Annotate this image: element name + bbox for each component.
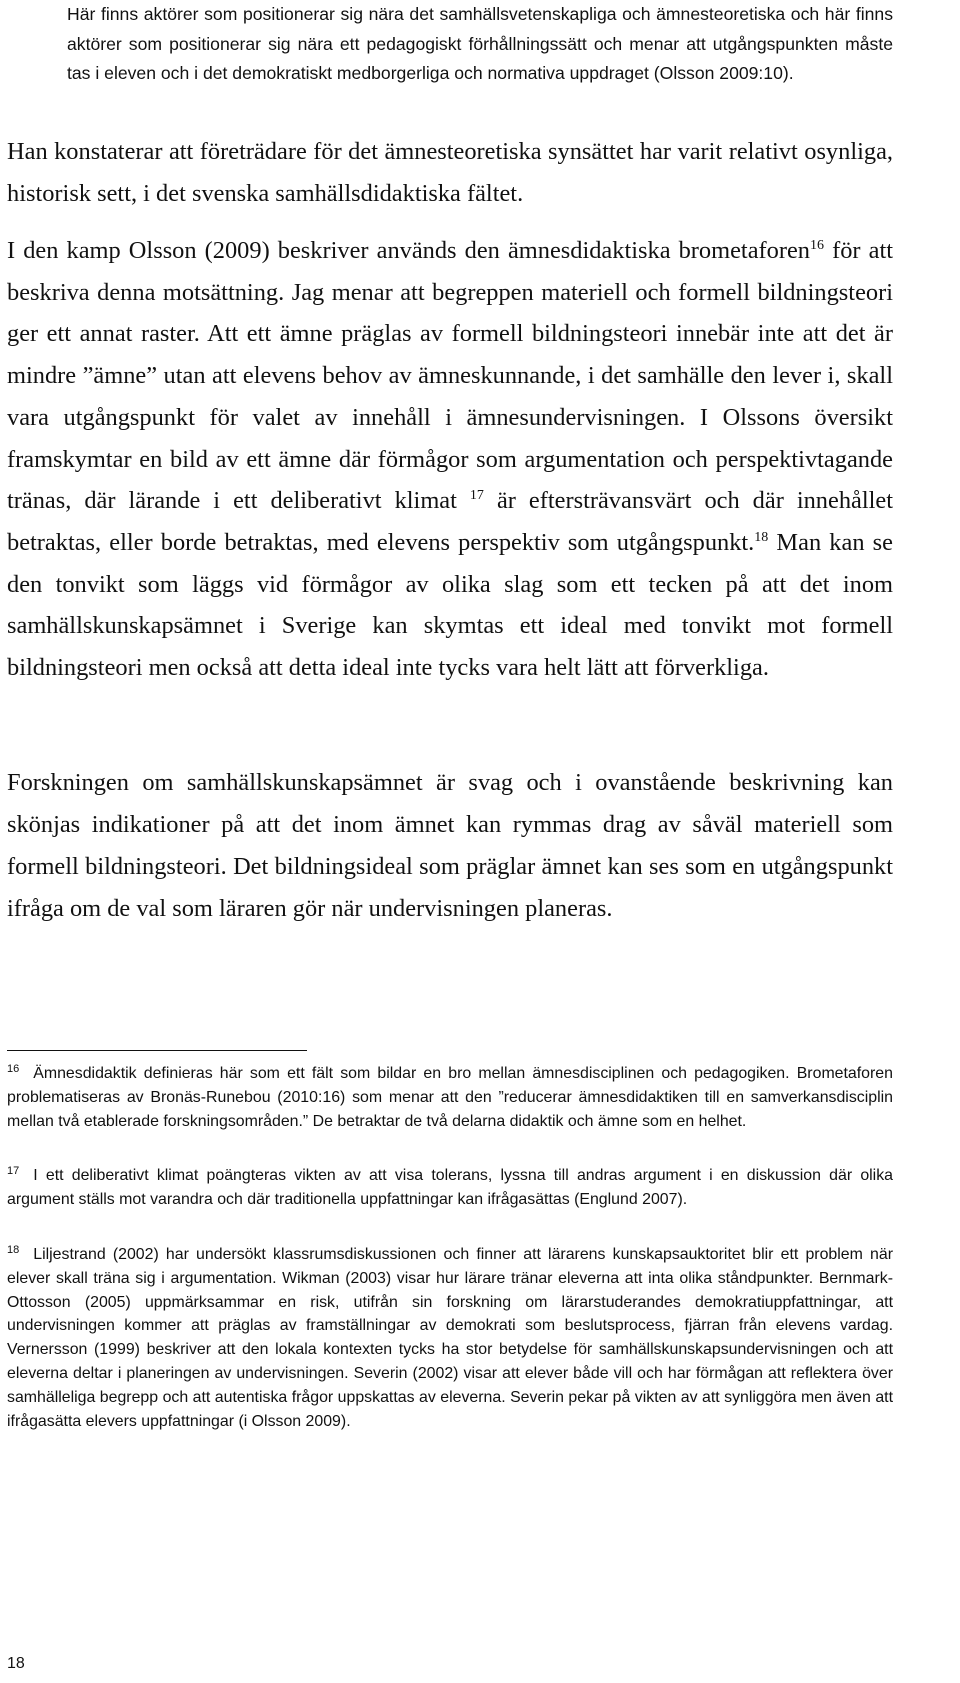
footnote-17 [7, 1164, 893, 1212]
paragraph-text: för att beskriva denna motsättning. Jag menar att begreppen materiell och formell bildningsteori ger ett annat raster. Att ett ämne präglas av formell bildningsteori innebär inte att det är mindre ”ämne” utan att elevens behov av ämneskunnande, i det samhälle den lever i, skall vara utgångspunkt för valet av innehåll i ämnesundervisningen. I Olssons översikt framskymtar en bild av ett ämne där förmågor som argumentation och perspektivtagande tränas, där lärande i ett deliberativt klimat [7, 237, 894, 515]
footnote-number: 16 [7, 1062, 20, 1075]
intro-paragraph: Här finns aktörer som positionerar sig nära det samhällsvetenskapliga och ämnesteoretiska och här finns aktörer som positionerar sig nära ett pedagogiskt förhållningssätt och menar att utgångspunkten måste tas i eleven och i det demokratiskt medborgerliga och normativa uppdraget (Olsson 2009:10). [67, 4, 893, 83]
paragraph-text: är eftersträvansvärt och där innehållet betraktas, eller borde betraktas, med elevens perspektiv som utgångspunkt. [7, 487, 894, 556]
footnote-number: 17 [7, 1164, 20, 1177]
body-paragraph-2 [7, 230, 893, 689]
footnote-separator [7, 1050, 307, 1051]
footnote-reference-17[interactable]: 17 [469, 488, 484, 504]
paragraph-text: I den kamp Olsson (2009) beskriver används den ämnesdidaktiska brometaforen [7, 237, 810, 264]
page-number: 18 [7, 1655, 25, 1672]
body-paragraph-3: Forskningen om samhällskunskapsämnet är svag och i ovanstående beskrivning kan skönjas indikationer på att det inom ämnet kan rymmas drag av såväl materiell som formell bildningsteori. Det bildningsideal som präglar ämnet kan ses som en utgångspunkt ifråga om de val som läraren gör när undervisningen planeras. [7, 769, 893, 922]
footnote-reference-16[interactable]: 16 [810, 237, 824, 253]
footnote-reference-18[interactable]: 18 [754, 529, 769, 545]
footnote-text: Ämnesdidaktik definieras här som ett fält som bildar en bro mellan ämnesdisciplinen och pedagogiken. Brometaforen problematiseras av Bronäs-Runebou (2010:16) som menar att den ”reducerar ämnesdidaktiken till en samverkansdisciplin mellan två etablerade forskningsområden.” De betraktar de två delarna didaktik och ämne som en helhet. [7, 1065, 893, 1130]
footnote-18 [7, 1243, 893, 1433]
footnote-16 [7, 1062, 893, 1133]
paragraph-text: Man kan se den tonvikt som läggs vid förmågor av olika slag som ett tecken på att det inom samhällskunskapsämnet i Sverige kan skymtas ett ideal med tonvikt mot formell bildningsteori men också att detta ideal inte tycks vara helt lätt att förverkliga. [7, 528, 893, 682]
body-paragraph-1: Han konstaterar att företrädare för det ämnesteoretiska synsättet har varit relativt osynliga, historisk sett, i det svenska samhällsdidaktiska fältet. [7, 138, 893, 207]
footnote-text: Liljestrand (2002) har undersökt klassrumsdiskussionen och finner att lärarens kunskapsauktoritet blir ett problem när elever skall träna sig i argumentation. Wikman (2003) visar hur lärare tränar eleverna att inta olika ståndpunkter. Bernmark-Ottosson (2005) uppmärksammar en risk, utifrån sin forskning om lärarstuderandes demokratiuppfattningar, att undervisningen kommer att präglas av framställningar av demokrati som beslutsprocess, fjärran från elevens vardag. Vernersson (1999) beskriver att den lokala kontexten tycks ha stor betydelse för samhällskunskapsundervisningen och att eleverna deltar i planeringen av undervisningen. Severin (2002) visar att elever både vill och har förmågan att reflektera över samhälleliga begrepp och att autentiska frågor uppskattas av eleverna. Severin pekar på vikten av att synliggöra men även att ifrågasätta elevers uppfattningar (i Olsson 2009). [7, 1246, 893, 1430]
footnote-text: I ett deliberativt klimat poängteras vikten av att visa tolerans, lyssna till andras argument i en diskussion där olika argument ställs mot varandra och där traditionella uppfattningar kan ifrågasättas (Englund 2007). [7, 1167, 893, 1208]
footnote-number: 18 [7, 1243, 20, 1256]
